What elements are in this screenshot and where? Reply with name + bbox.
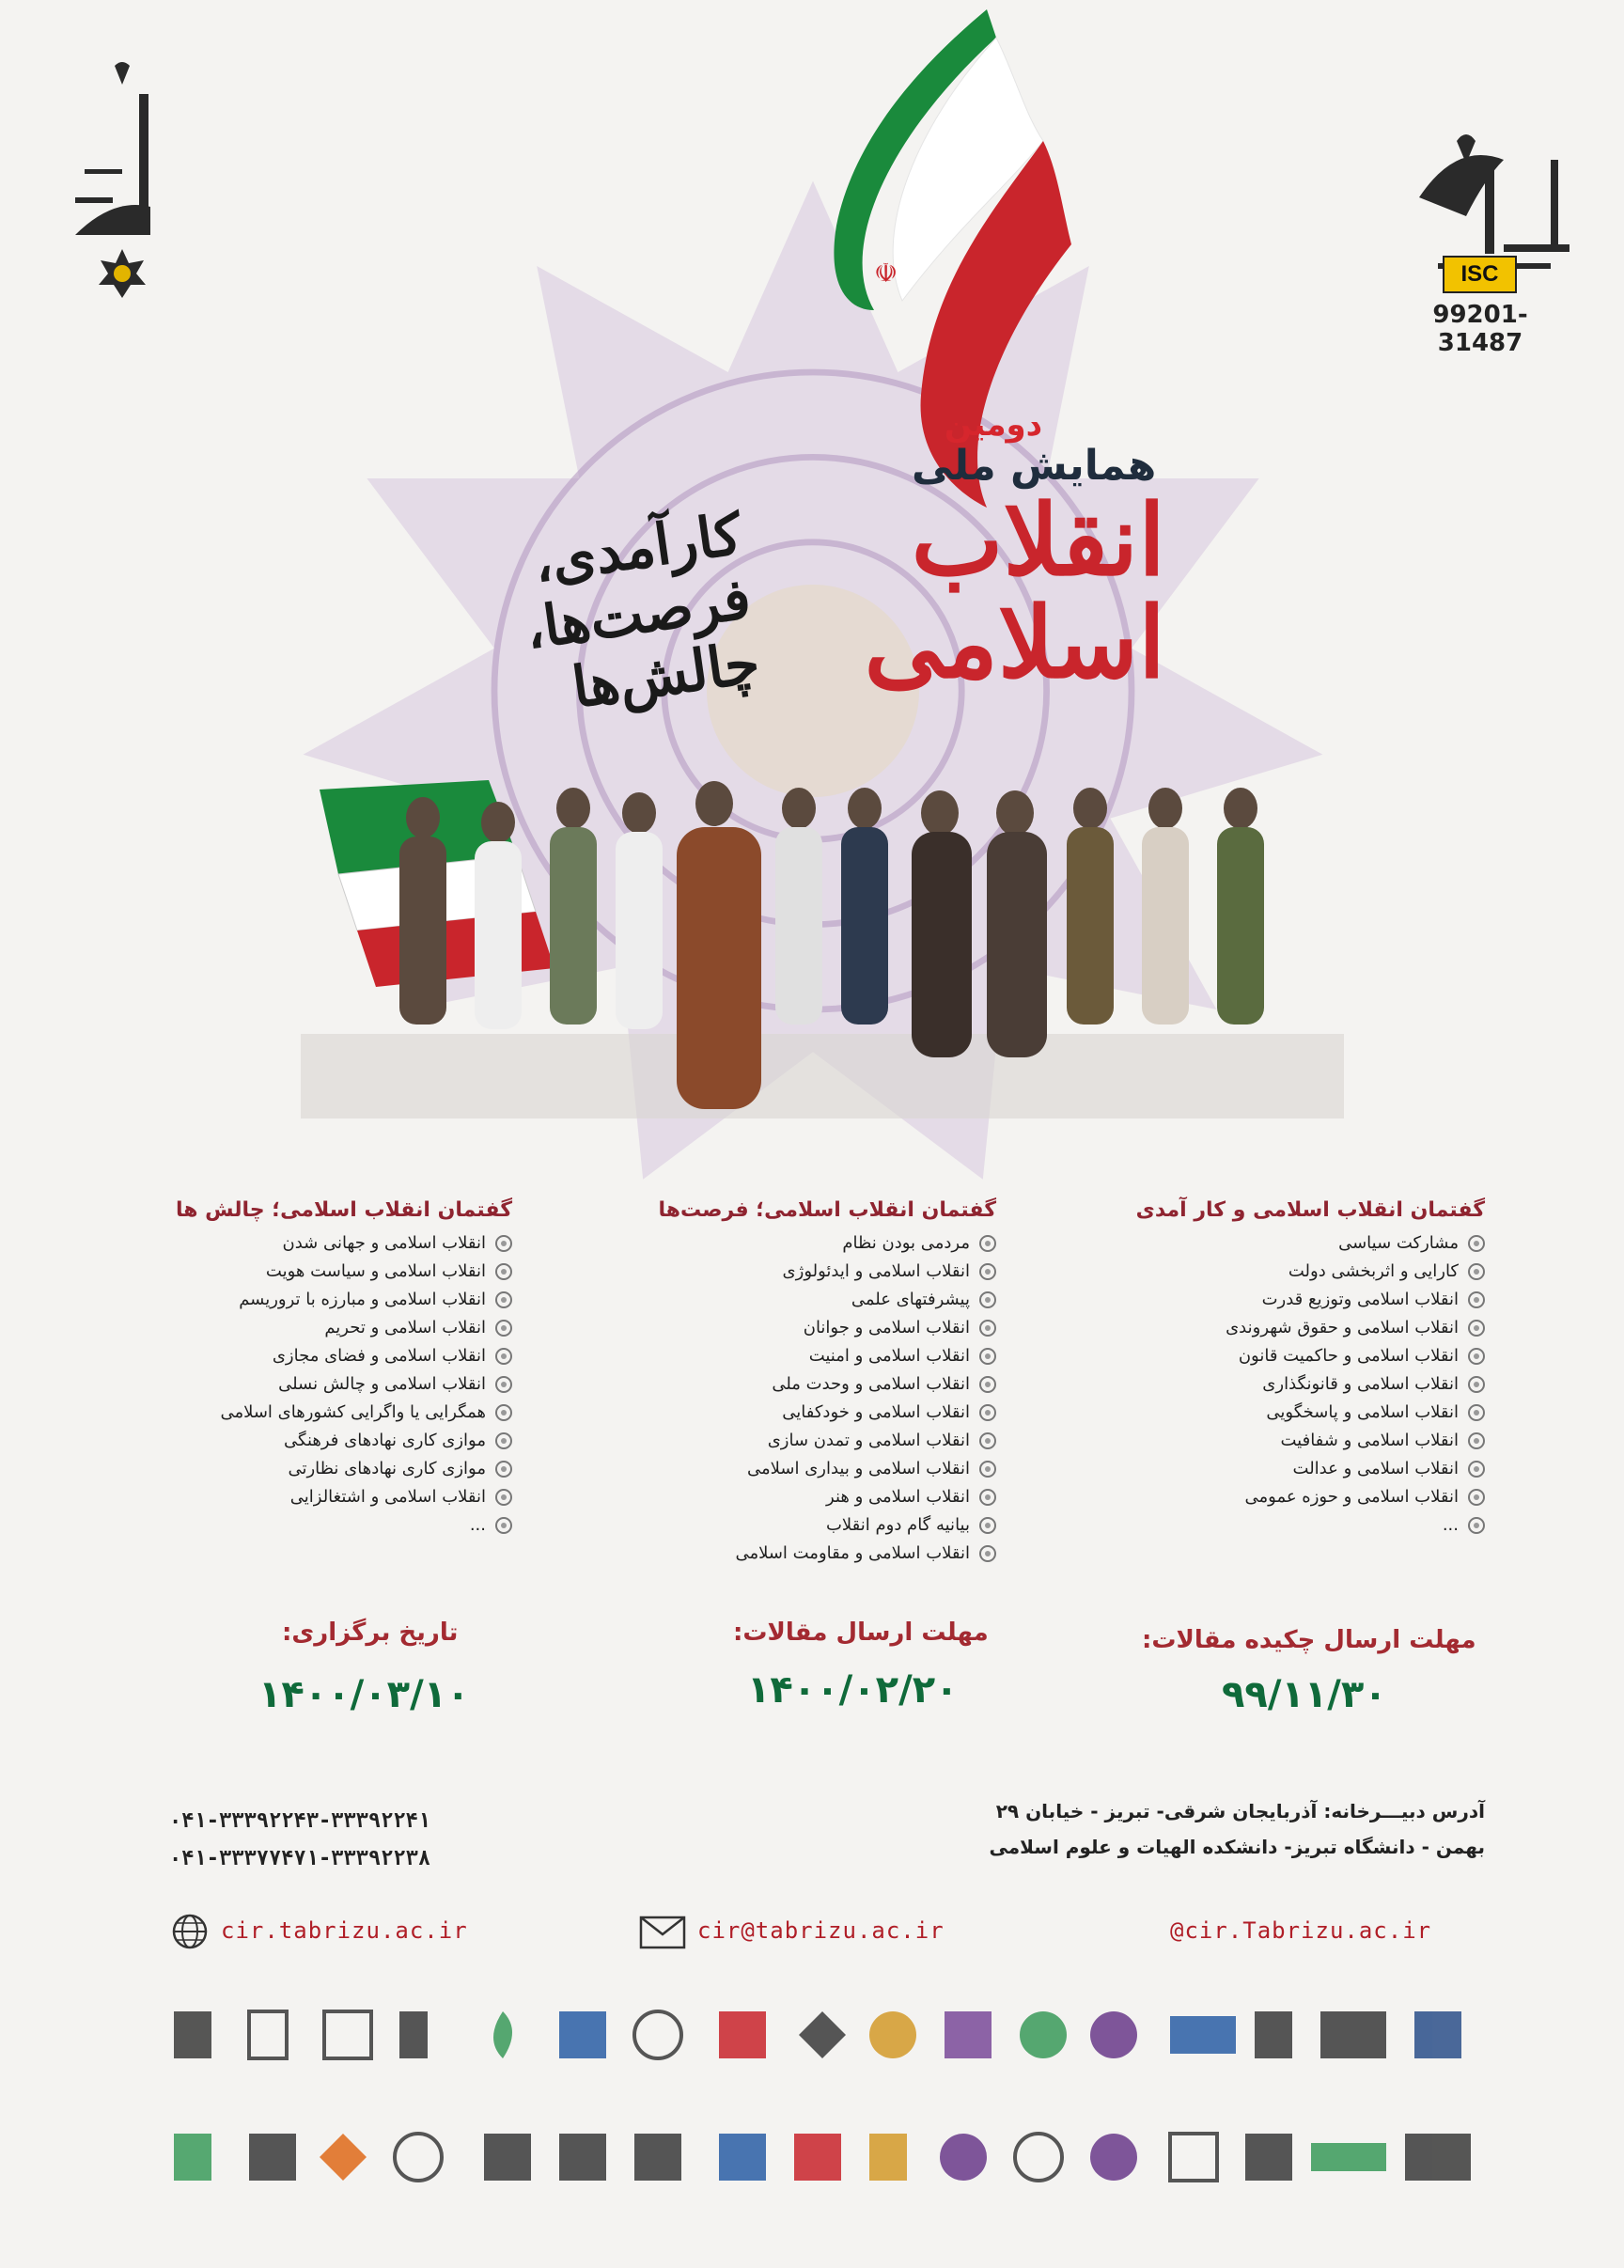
topic-item <box>601 1286 996 1314</box>
bullet-icon <box>979 1432 996 1449</box>
revolution-emblem-logo <box>56 56 188 329</box>
bullet-icon <box>1468 1489 1485 1506</box>
topic-list <box>601 1229 996 1568</box>
email-icon <box>639 1916 686 1949</box>
topics-column-opportunities <box>601 1198 996 1568</box>
topic-text: انقلاب اسلامی وتوزیع قدرت <box>1261 1290 1459 1309</box>
topic-item <box>601 1455 996 1483</box>
bullet-icon <box>1468 1461 1485 1478</box>
bullet-icon <box>495 1517 512 1534</box>
bullet-icon <box>1468 1348 1485 1365</box>
topic-text: پیشرفتهای علمی <box>851 1290 970 1309</box>
event-date-label: تاریخ برگزاری: <box>282 1619 459 1647</box>
topic-text: انقلاب اسلامی و مقاومت اسلامی <box>735 1543 970 1563</box>
event-date-value: ۱۴۰۰/۰۳/۱۰ <box>258 1673 470 1716</box>
topic-item <box>117 1286 512 1314</box>
topic-text: انقلاب اسلامی و قانونگذاری <box>1262 1374 1459 1394</box>
abstract-deadline-value: ۹۹/۱۱/۳۰ <box>1222 1673 1387 1716</box>
topic-item <box>117 1229 512 1258</box>
topic-item <box>601 1511 996 1540</box>
bullet-icon <box>979 1404 996 1421</box>
topic-item <box>117 1511 512 1540</box>
topic-text: ... <box>1442 1515 1459 1535</box>
papers-deadline-value: ۱۴۰۰/۰۲/۲۰ <box>747 1668 959 1712</box>
topic-item <box>1090 1399 1485 1427</box>
abstract-deadline-label: مهلت ارسال چکیده مقالات: <box>1142 1626 1476 1654</box>
bullet-icon <box>495 1320 512 1337</box>
topic-item <box>601 1427 996 1455</box>
topic-text: همگرایی یا واگرایی کشورهای اسلامی <box>220 1402 486 1422</box>
topic-item <box>601 1342 996 1370</box>
bullet-icon <box>1468 1235 1485 1252</box>
bullet-icon <box>495 1376 512 1393</box>
topic-text: انقلاب اسلامی و تمدن سازی <box>767 1431 970 1450</box>
topic-item <box>117 1399 512 1427</box>
topic-text: انقلاب اسلامی و چالش نسلی <box>278 1374 486 1394</box>
phone-line: ۰۴۱-۳۳۳۹۲۲۴۳-۳۳۳۹۲۲۴۱ <box>169 1809 431 1833</box>
bullet-icon <box>495 1461 512 1478</box>
topic-item <box>117 1427 512 1455</box>
topic-text: موازی کاری نهادهای نظارتی <box>288 1459 486 1478</box>
topic-item <box>1090 1286 1485 1314</box>
topic-text: انقلاب اسلامی و جهانی شدن <box>282 1233 486 1253</box>
topic-text: موازی کاری نهادهای فرهنگی <box>284 1431 486 1450</box>
bullet-icon <box>495 1291 512 1308</box>
topic-list <box>1090 1229 1485 1540</box>
bullet-icon <box>979 1517 996 1534</box>
social-handle[interactable]: @cir.Tabrizu.ac.ir <box>1170 1917 1432 1944</box>
topic-text: انقلاب اسلامی و اشتغالزایی <box>289 1487 486 1507</box>
topic-text: مشارکت سیاسی <box>1338 1233 1459 1253</box>
tabriz-university-logo <box>1391 56 1579 338</box>
bullet-icon <box>979 1263 996 1280</box>
topic-item <box>1090 1342 1485 1370</box>
bullet-icon <box>495 1404 512 1421</box>
title-national-conference: همایش ملی <box>912 442 1157 490</box>
topic-item <box>1090 1455 1485 1483</box>
bullet-icon <box>979 1348 996 1365</box>
column-heading: گفتمان انقلاب اسلامی؛ چالش ها <box>175 1198 512 1222</box>
crowd-illustration <box>301 752 1344 1118</box>
phone-line: ۰۴۱-۳۳۳۷۷۴۷۱-۳۳۳۹۲۲۳۸ <box>169 1847 431 1870</box>
topic-item <box>601 1483 996 1511</box>
topic-text: انقلاب اسلامی و خودکفایی <box>782 1402 970 1422</box>
topic-item <box>601 1370 996 1399</box>
topic-item <box>1090 1483 1485 1511</box>
topic-text: انقلاب اسلامی و حوزه عمومی <box>1244 1487 1459 1507</box>
bullet-icon <box>979 1489 996 1506</box>
topic-text: انقلاب اسلامی و هنر <box>826 1487 970 1507</box>
topics-column-challenges <box>117 1198 512 1540</box>
topic-text: مردمی بودن نظام <box>842 1233 970 1253</box>
bullet-icon <box>979 1235 996 1252</box>
topic-text: انقلاب اسلامی و پاسخگویی <box>1266 1402 1459 1422</box>
topic-item <box>117 1455 512 1483</box>
topic-item <box>1090 1427 1485 1455</box>
address-block <box>883 1793 1485 1865</box>
bullet-icon <box>979 1376 996 1393</box>
bullet-icon <box>495 1348 512 1365</box>
isc-badge: ISC <box>1443 256 1517 293</box>
bullet-icon <box>1468 1291 1485 1308</box>
bullet-icon <box>1468 1376 1485 1393</box>
topic-text: انقلاب اسلامی و عدالت <box>1292 1459 1459 1478</box>
topic-item <box>1090 1314 1485 1342</box>
topic-list <box>117 1229 512 1540</box>
title-islamic-revolution: انقلاب اسلامی <box>864 482 1165 701</box>
bullet-icon <box>1468 1320 1485 1337</box>
bullet-icon <box>495 1489 512 1506</box>
topic-text: انقلاب اسلامی و حاکمیت قانون <box>1238 1346 1459 1366</box>
website-link[interactable]: cir.tabrizu.ac.ir <box>221 1917 468 1944</box>
column-heading: گفتمان انقلاب اسلامی؛ فرصت‌ها <box>658 1198 996 1222</box>
bullet-icon <box>495 1432 512 1449</box>
bullet-icon <box>979 1545 996 1562</box>
topic-text: انقلاب اسلامی و وحدت ملی <box>772 1374 970 1394</box>
papers-deadline-label: مهلت ارسال مقالات: <box>733 1619 989 1647</box>
topic-text: انقلاب اسلامی و تحریم <box>324 1318 486 1337</box>
topic-item <box>117 1258 512 1286</box>
topic-text: بیانیه گام دوم انقلاب <box>825 1515 970 1535</box>
address-line: بهمن - دانشگاه تبریز- دانشکده الهیات و علوم اسلامی <box>989 1836 1485 1858</box>
topic-text: انقلاب اسلامی و مبارزه با تروریسم <box>239 1290 486 1309</box>
bullet-icon <box>1468 1432 1485 1449</box>
topic-item <box>117 1483 512 1511</box>
topic-item <box>1090 1370 1485 1399</box>
email-link[interactable]: cir@tabrizu.ac.ir <box>697 1917 945 1944</box>
topic-text: انقلاب اسلامی و ایدئولوژی <box>782 1261 970 1281</box>
title-subtitle: کارآمدی، فرصت‌ها، چالش‌ها <box>521 501 764 722</box>
topic-item <box>1090 1258 1485 1286</box>
topic-text: انقلاب اسلامی و حقوق شهروندی <box>1226 1318 1459 1337</box>
sponsor-logos <box>164 1993 1480 2228</box>
bullet-icon <box>1468 1263 1485 1280</box>
topic-text: انقلاب اسلامی و جوانان <box>803 1318 970 1337</box>
bullet-icon <box>495 1263 512 1280</box>
address-line: آدرس دبیـــرخانه: آذربایجان شرقی- تبریز - خیابان ۲۹ <box>995 1800 1485 1822</box>
column-heading: گفتمان انقلاب اسلامی و کار آمدی <box>1135 1198 1485 1222</box>
topic-item <box>601 1540 996 1568</box>
topic-item <box>1090 1511 1485 1540</box>
topics-column-efficiency <box>1090 1198 1485 1540</box>
topic-item <box>601 1399 996 1427</box>
topic-item <box>601 1258 996 1286</box>
topic-item <box>117 1314 512 1342</box>
bullet-icon <box>979 1320 996 1337</box>
bullet-icon <box>495 1235 512 1252</box>
topic-text: انقلاب اسلامی و فضای مجازی <box>272 1346 486 1366</box>
topic-text: ... <box>469 1515 486 1535</box>
topic-text: انقلاب اسلامی و امنیت <box>808 1346 970 1366</box>
topic-item <box>601 1314 996 1342</box>
topic-text: کارایی و اثربخشی دولت <box>1288 1261 1459 1281</box>
title-second: دومین <box>945 406 1043 444</box>
isc-number: 99201-31487 <box>1432 301 1528 357</box>
bullet-icon <box>1468 1404 1485 1421</box>
topic-item <box>601 1229 996 1258</box>
bullet-icon <box>979 1461 996 1478</box>
svg-text:☫: ☫ <box>874 258 898 289</box>
topic-text: انقلاب اسلامی و شفافیت <box>1280 1431 1459 1450</box>
topic-item <box>1090 1229 1485 1258</box>
topic-text: انقلاب اسلامی و بیداری اسلامی <box>747 1459 970 1478</box>
bullet-icon <box>979 1291 996 1308</box>
topic-item <box>117 1342 512 1370</box>
globe-icon <box>171 1913 209 1950</box>
topic-text: انقلاب اسلامی و سیاست هویت <box>265 1261 486 1281</box>
topic-item <box>117 1370 512 1399</box>
phone-block <box>169 1803 526 1878</box>
bullet-icon <box>1468 1517 1485 1534</box>
